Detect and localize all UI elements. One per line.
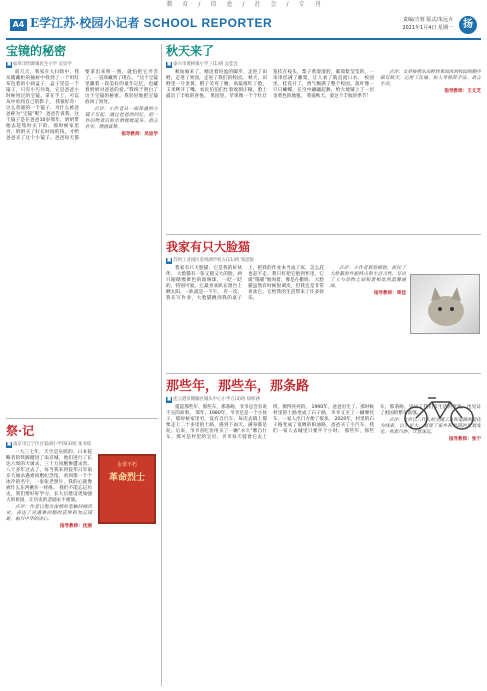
- article-title: 那些年，那些车，那条路: [166, 379, 310, 394]
- author-tag: ■: [7, 441, 12, 447]
- author-tag: ■: [167, 61, 172, 67]
- top-banner: [0, 0, 487, 10]
- article-body-wrap: [6, 70, 158, 143]
- left-column: [6, 44, 162, 686]
- bicycle-icon: [402, 388, 478, 432]
- article-comment: 点评：文章以三代人的交通工具和道路的变化为线索，以小见大，展现了家乡和祖国的发展变化，构思巧妙，立意深远。: [380, 418, 481, 436]
- banner-char: /: [242, 1, 245, 9]
- author-tag: ■: [7, 61, 12, 67]
- author-tag: ■: [167, 397, 172, 403]
- banner-char: /: [286, 1, 289, 9]
- article-byline: [166, 62, 481, 68]
- cat-icon: [411, 275, 481, 335]
- article-body-wrap: [166, 70, 481, 100]
- right-column: [166, 44, 481, 686]
- article-title: 宝镜的秘密: [6, 44, 67, 58]
- banner-char: 息: [226, 1, 233, 9]
- logo: 扬: [459, 16, 477, 34]
- banner-char: 教: [166, 1, 173, 9]
- article-body-wrap: [166, 266, 406, 302]
- masthead: [6, 10, 481, 40]
- byline-text: 南京市江宁区百家湖小学四(3)班 张书琦: [13, 441, 92, 447]
- illustration-title: 革命烈士: [108, 472, 145, 483]
- layout-editor: 版式/朱远卉: [426, 17, 453, 23]
- article-comment: 点评：作者以饱含深情的笔触回顾历史，表达了对遇难同胞的哀悼和勿忘国耻、振兴中华的决心。: [6, 505, 92, 523]
- article-body: 一九三七年，天空是灰暗的，日本侵略者的铁蹄踏进了南京城，他们进行了长达六周的大屠杀，三十万同胞惨遭杀害。 八十多年过去了，每当我来到侵华日军南京大屠杀遇难同胞纪念馆，看到那一个个冰冷的名字，一张张老照片，我的心就像被什么东西揪住一样疼。 我们不能忘记历史，我们要好好学习，长大后建设更加强大的祖国，让历史的悲剧永不重演。: [6, 449, 92, 504]
- article-teacher: 指导教师：周佳: [373, 290, 406, 296]
- article-cat: [166, 240, 481, 368]
- banner-char: 会: [270, 1, 277, 9]
- byline-text: 连云港市赣榆区城头中心小学五(3)班 徐梓涵: [173, 397, 260, 403]
- memorial-illustration: [98, 454, 156, 524]
- article-teacher: 指导教师：王文芝: [444, 88, 481, 94]
- article-teacher: 指导教师：张宁: [448, 437, 481, 443]
- banner-char: /: [198, 1, 201, 9]
- article-sacrifice: [6, 424, 158, 686]
- byline-text: 如皋市明源镇民生小学 吴显学: [13, 61, 72, 67]
- author-tag: ■: [167, 257, 172, 263]
- article-byline: [166, 258, 481, 264]
- article-title: 祭·记: [6, 424, 35, 438]
- banner-char: 专: [298, 1, 305, 9]
- section-title: [30, 16, 272, 32]
- article-body-wrap: [6, 450, 92, 531]
- article-teacher: 指导教师：沈丽: [59, 524, 92, 530]
- page-number: A4: [10, 19, 27, 31]
- article-comment: 点评：小作者从一面普通的小镜子写起，通过爸爸的回忆，把一件旧物背后的亲情娓娓道来，语言朴实，情感真挚。: [85, 107, 158, 131]
- issue-info: [402, 17, 453, 32]
- article-comment: 点评：文章按照从田野到果园再到校园的顺序描写秋天，运用了比喻、拟人等修辞手法，语言生动。: [380, 69, 481, 87]
- divider: [6, 418, 158, 419]
- section-name: E学江苏·校园小记者: [30, 16, 140, 30]
- banner-char: 刊: [314, 1, 321, 9]
- divider: [166, 234, 481, 235]
- article-years: [166, 378, 481, 686]
- banner-char: 社: [254, 1, 261, 9]
- byline-text: 苏州工业园区金鸡湖学校五(11)班 邹思悦: [173, 257, 254, 263]
- issue-date: 2021年1月4日 星期一: [402, 24, 453, 31]
- article-body: 秋姑娘来了，她迈着轻盈的脚步，走进了田野，走进了果园，走进了我们的校园。 秋天，田野里一片金黄，稻子笑弯了腰，高粱涨红了脸，玉米咧开了嘴。农民伯伯们忙着收割庄稼，脸上露出了丰收的喜悦。 果园里，苹果像一个个红灯笼挂在枝头，梨子黄澄澄的，葡萄紫莹莹的，一串串挂满了藤架，让人看了就直流口水。 校园里，桂花开了，香气飘满了整个校园。落叶像一只只蝴蝶，在空中翩翩起舞，给大地铺上了一层金黄色的地毯。 我爱秋天，爱这个丰收的季节！: [166, 69, 374, 99]
- editor: 责编/吉蓉: [403, 17, 425, 23]
- article-byline: [6, 62, 158, 68]
- article-comment: 点评：小作者观察细致，抓住了大脸猫的外貌特点和生活习性，写出了人与动物之间和谐相处的温馨画面。: [330, 265, 406, 289]
- article-body: 我家有只大脸猫，它是我的好伙伴。 大脸猫有一张又圆又大的脸，两只眼睛像黄色的玻璃球，一眨一眨的，特别可爱。它最喜欢趴在窗台上晒太阳，一趴就是一下午。 有一次，我在写作业，大脸猫跳到我的桌子上，把我的作业本当成了床，怎么赶也赶不走。我只好把它抱到怀里，它就“喵喵”地叫着，像是在撒娇。 大脸猫虽然有时候很调皮，但我还是非常喜欢它，它给我的生活带来了许多快乐。: [166, 265, 324, 301]
- banner-char: 育: [182, 1, 189, 9]
- article-treasure: [6, 44, 158, 414]
- banner-char: 信: [210, 1, 217, 9]
- section-english: SCHOOL REPORTER: [143, 16, 273, 30]
- article-teacher: 指导教师：吴显学: [121, 132, 158, 138]
- illustration-text: 永垂不朽: [116, 462, 137, 468]
- divider: [166, 373, 481, 374]
- article-byline: [6, 442, 158, 448]
- article-title: 我家有只大脸猫: [166, 240, 251, 254]
- cat-photo: [410, 274, 480, 334]
- article-autumn: [166, 44, 481, 229]
- article-body: 前几天，我家在大扫除中，我从储藏柜的抽屉中找到了一个用红布包着的小圆盒子，盒子里是一个镜子，只有小巧玲珑，它是爸爸小时候用过的宝镜。拿在手上，可以从中看到自己的影子。 我很好奇：这么普通的一个镜子，为什么被爸爸称为“宝镜”呢？ 爸爸告诉我，这个镜子是在爸爸10岁那年，奶奶带他去赶集时买下的。那时候家里穷，奶奶买了好长时间的钱，才给爸爸买了这个小镜子。爸爸每天都要拿出来照一照，就怕把它弄丢了，一直珍藏到了现在。 “这个宝镜里藏着一段美好的童年记忆，也藏着奶奶对爸爸的爱。”我终于明白了这个宝镜的秘密。我轻轻地把宝镜放回了原处。: [6, 69, 158, 142]
- byline-text: 泰兴市黄桥镇小学三(1)班 吴佳宜: [173, 61, 238, 67]
- article-body: 提起那些年、那些车，那条路，爷爷总会有说不完的故事。 那年，1980年，爷爷还是一个小伙子，那时候家里穷，没有自行车，每次去镇上都要走上二十多里的土路，遇到下雨天，满身都是泥。后来，爷爷省吃俭用买了一辆“永久”牌自行车，那可是村里的宝贝，爷爷每天骑着它去上班，擦得亮亮的。 1990年，爸爸出生了。那时候村里的土路变成了石子路，爷爷又买了一辆摩托车，一家人出门方便了很多。 2020年，村里的石子路变成了宽阔的柏油路，爸爸买了小汽车，我们一家人去城里只要半个小时。 那些年，那些车，那条路，见证了我们家生活的变化，也见证了祖国的繁荣富强。: [166, 404, 481, 441]
- article-title: 秋天来了: [166, 44, 215, 58]
